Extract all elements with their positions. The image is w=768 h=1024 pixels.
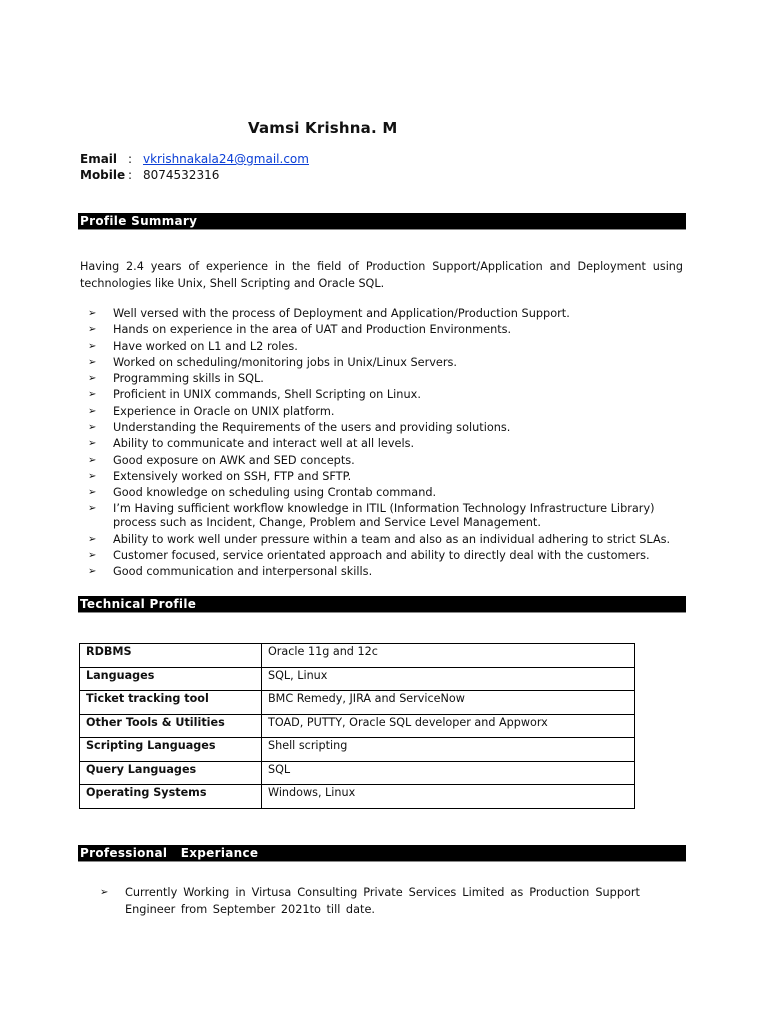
- table-row: [80, 738, 635, 762]
- arrow-bullet-icon: ➢: [100, 887, 109, 898]
- list-item-text: Good communication and interpersonal skills.: [113, 565, 373, 579]
- arrow-bullet-icon: ➢: [88, 566, 97, 578]
- mobile-label: Mobile: [80, 168, 126, 182]
- list-item-text: Good knowledge on scheduling using Crontab command.: [113, 486, 437, 500]
- list-item-text: Currently Working in Virtusa Consulting Private Services Limited as Production Support Engineer from September 2021to till date.: [125, 886, 640, 916]
- table-cell-key: RDBMS: [80, 644, 262, 668]
- mobile-number: 8074532316: [143, 168, 220, 182]
- list-item: [88, 387, 688, 403]
- table-cell-value: Oracle 11g and 12c: [262, 644, 635, 668]
- arrow-bullet-icon: ➢: [88, 389, 97, 401]
- list-item-text: Programming skills in SQL.: [113, 372, 264, 386]
- summary-bullet-list: [88, 306, 688, 580]
- table-row: [80, 714, 635, 738]
- list-item: [88, 355, 688, 371]
- list-item: [88, 436, 688, 452]
- mobile-row: [80, 167, 309, 183]
- list-item-text: Extensively worked on SSH, FTP and SFTP.: [113, 469, 352, 483]
- table-cell-value: Windows, Linux: [262, 785, 635, 809]
- arrow-bullet-icon: ➢: [88, 502, 97, 514]
- list-item-text: Experience in Oracle on UNIX platform.: [113, 404, 335, 418]
- list-item-text: Proficient in UNIX commands, Shell Scripting on Linux.: [113, 388, 421, 402]
- table-cell-key: Languages: [80, 667, 262, 691]
- table-cell-value: TOAD, PUTTY, Oracle SQL developer and Appworx: [262, 714, 635, 738]
- arrow-bullet-icon: ➢: [88, 438, 97, 450]
- section-heading-profile-summary: Profile Summary: [78, 213, 686, 230]
- table-cell-value: Shell scripting: [262, 738, 635, 762]
- list-item: [88, 485, 688, 501]
- table-cell-key: Ticket tracking tool: [80, 691, 262, 715]
- section-heading-professional-experience: Professional Experiance: [78, 845, 686, 862]
- mobile-separator: :: [128, 168, 133, 182]
- contact-block: [80, 151, 309, 183]
- list-item-text: Ability to communicate and interact well at all levels.: [113, 437, 415, 451]
- table-cell-value: BMC Remedy, JIRA and ServiceNow: [262, 691, 635, 715]
- list-item: [88, 339, 688, 355]
- table-row: [80, 785, 635, 809]
- arrow-bullet-icon: ➢: [88, 487, 97, 499]
- list-item: [88, 453, 688, 469]
- table-cell-value: SQL, Linux: [262, 667, 635, 691]
- arrow-bullet-icon: ➢: [88, 454, 97, 466]
- table-row: [80, 667, 635, 691]
- list-item: [88, 469, 688, 485]
- list-item: [88, 420, 688, 436]
- experience-bullet-list: [100, 884, 640, 918]
- candidate-name: Vamsi Krishna. M: [248, 119, 398, 137]
- arrow-bullet-icon: ➢: [88, 405, 97, 417]
- arrow-bullet-icon: ➢: [88, 470, 97, 482]
- email-row: [80, 151, 309, 167]
- technical-skills-table: [79, 643, 635, 809]
- list-item: [88, 502, 688, 532]
- list-item: [88, 322, 688, 338]
- list-item: [88, 306, 688, 322]
- arrow-bullet-icon: ➢: [88, 533, 97, 545]
- list-item: [88, 564, 688, 580]
- list-item-text: Well versed with the process of Deployment and Application/Production Support.: [113, 307, 570, 320]
- list-item-text: Good exposure on AWK and SED concepts.: [113, 453, 355, 467]
- list-item-text: Have worked on L1 and L2 roles.: [113, 339, 298, 353]
- list-item: [88, 548, 688, 564]
- arrow-bullet-icon: ➢: [88, 356, 97, 368]
- list-item-text: Ability to work well under pressure within a team and also as an individual adhering to strict SLAs.: [113, 532, 671, 546]
- list-item-text: I’m Having sufficient workflow knowledge in ITIL (Information Technology Infrastructure Library) process such as Incident, Change, Problem and Service Level Management.: [113, 501, 655, 530]
- list-item-text: Worked on scheduling/monitoring jobs in Unix/Linux Servers.: [113, 355, 457, 369]
- table-row: [80, 691, 635, 715]
- list-item: [100, 884, 640, 918]
- list-item: [88, 532, 688, 548]
- arrow-bullet-icon: ➢: [88, 422, 97, 434]
- table-cell-key: Operating Systems: [80, 785, 262, 809]
- summary-paragraph: Having 2.4 years of experience in the field of Production Support/Application and Deployment using technologies like Unix, Shell Scripting and Oracle SQL.: [80, 260, 683, 290]
- table-cell-key: Scripting Languages: [80, 738, 262, 762]
- list-item-text: Hands on experience in the area of UAT and Production Environments.: [113, 323, 512, 337]
- table-row: [80, 644, 635, 668]
- list-item-text: Customer focused, service orientated approach and ability to directly deal with the customers.: [113, 548, 650, 562]
- table-row: [80, 761, 635, 785]
- arrow-bullet-icon: ➢: [88, 340, 97, 352]
- list-item-text: Understanding the Requirements of the users and providing solutions.: [113, 421, 511, 435]
- table-cell-key: Other Tools & Utilities: [80, 714, 262, 738]
- arrow-bullet-icon: ➢: [88, 549, 97, 561]
- arrow-bullet-icon: ➢: [88, 373, 97, 385]
- section-heading-technical-profile: Technical Profile: [78, 596, 686, 613]
- arrow-bullet-icon: ➢: [88, 308, 97, 319]
- list-item: [88, 371, 688, 387]
- list-item: [88, 404, 688, 420]
- table-cell-value: SQL: [262, 761, 635, 785]
- email-link[interactable]: vkrishnakala24@gmail.com: [143, 152, 309, 166]
- email-separator: :: [128, 152, 133, 166]
- email-label: Email: [80, 152, 118, 166]
- arrow-bullet-icon: ➢: [88, 324, 97, 336]
- table-cell-key: Query Languages: [80, 761, 262, 785]
